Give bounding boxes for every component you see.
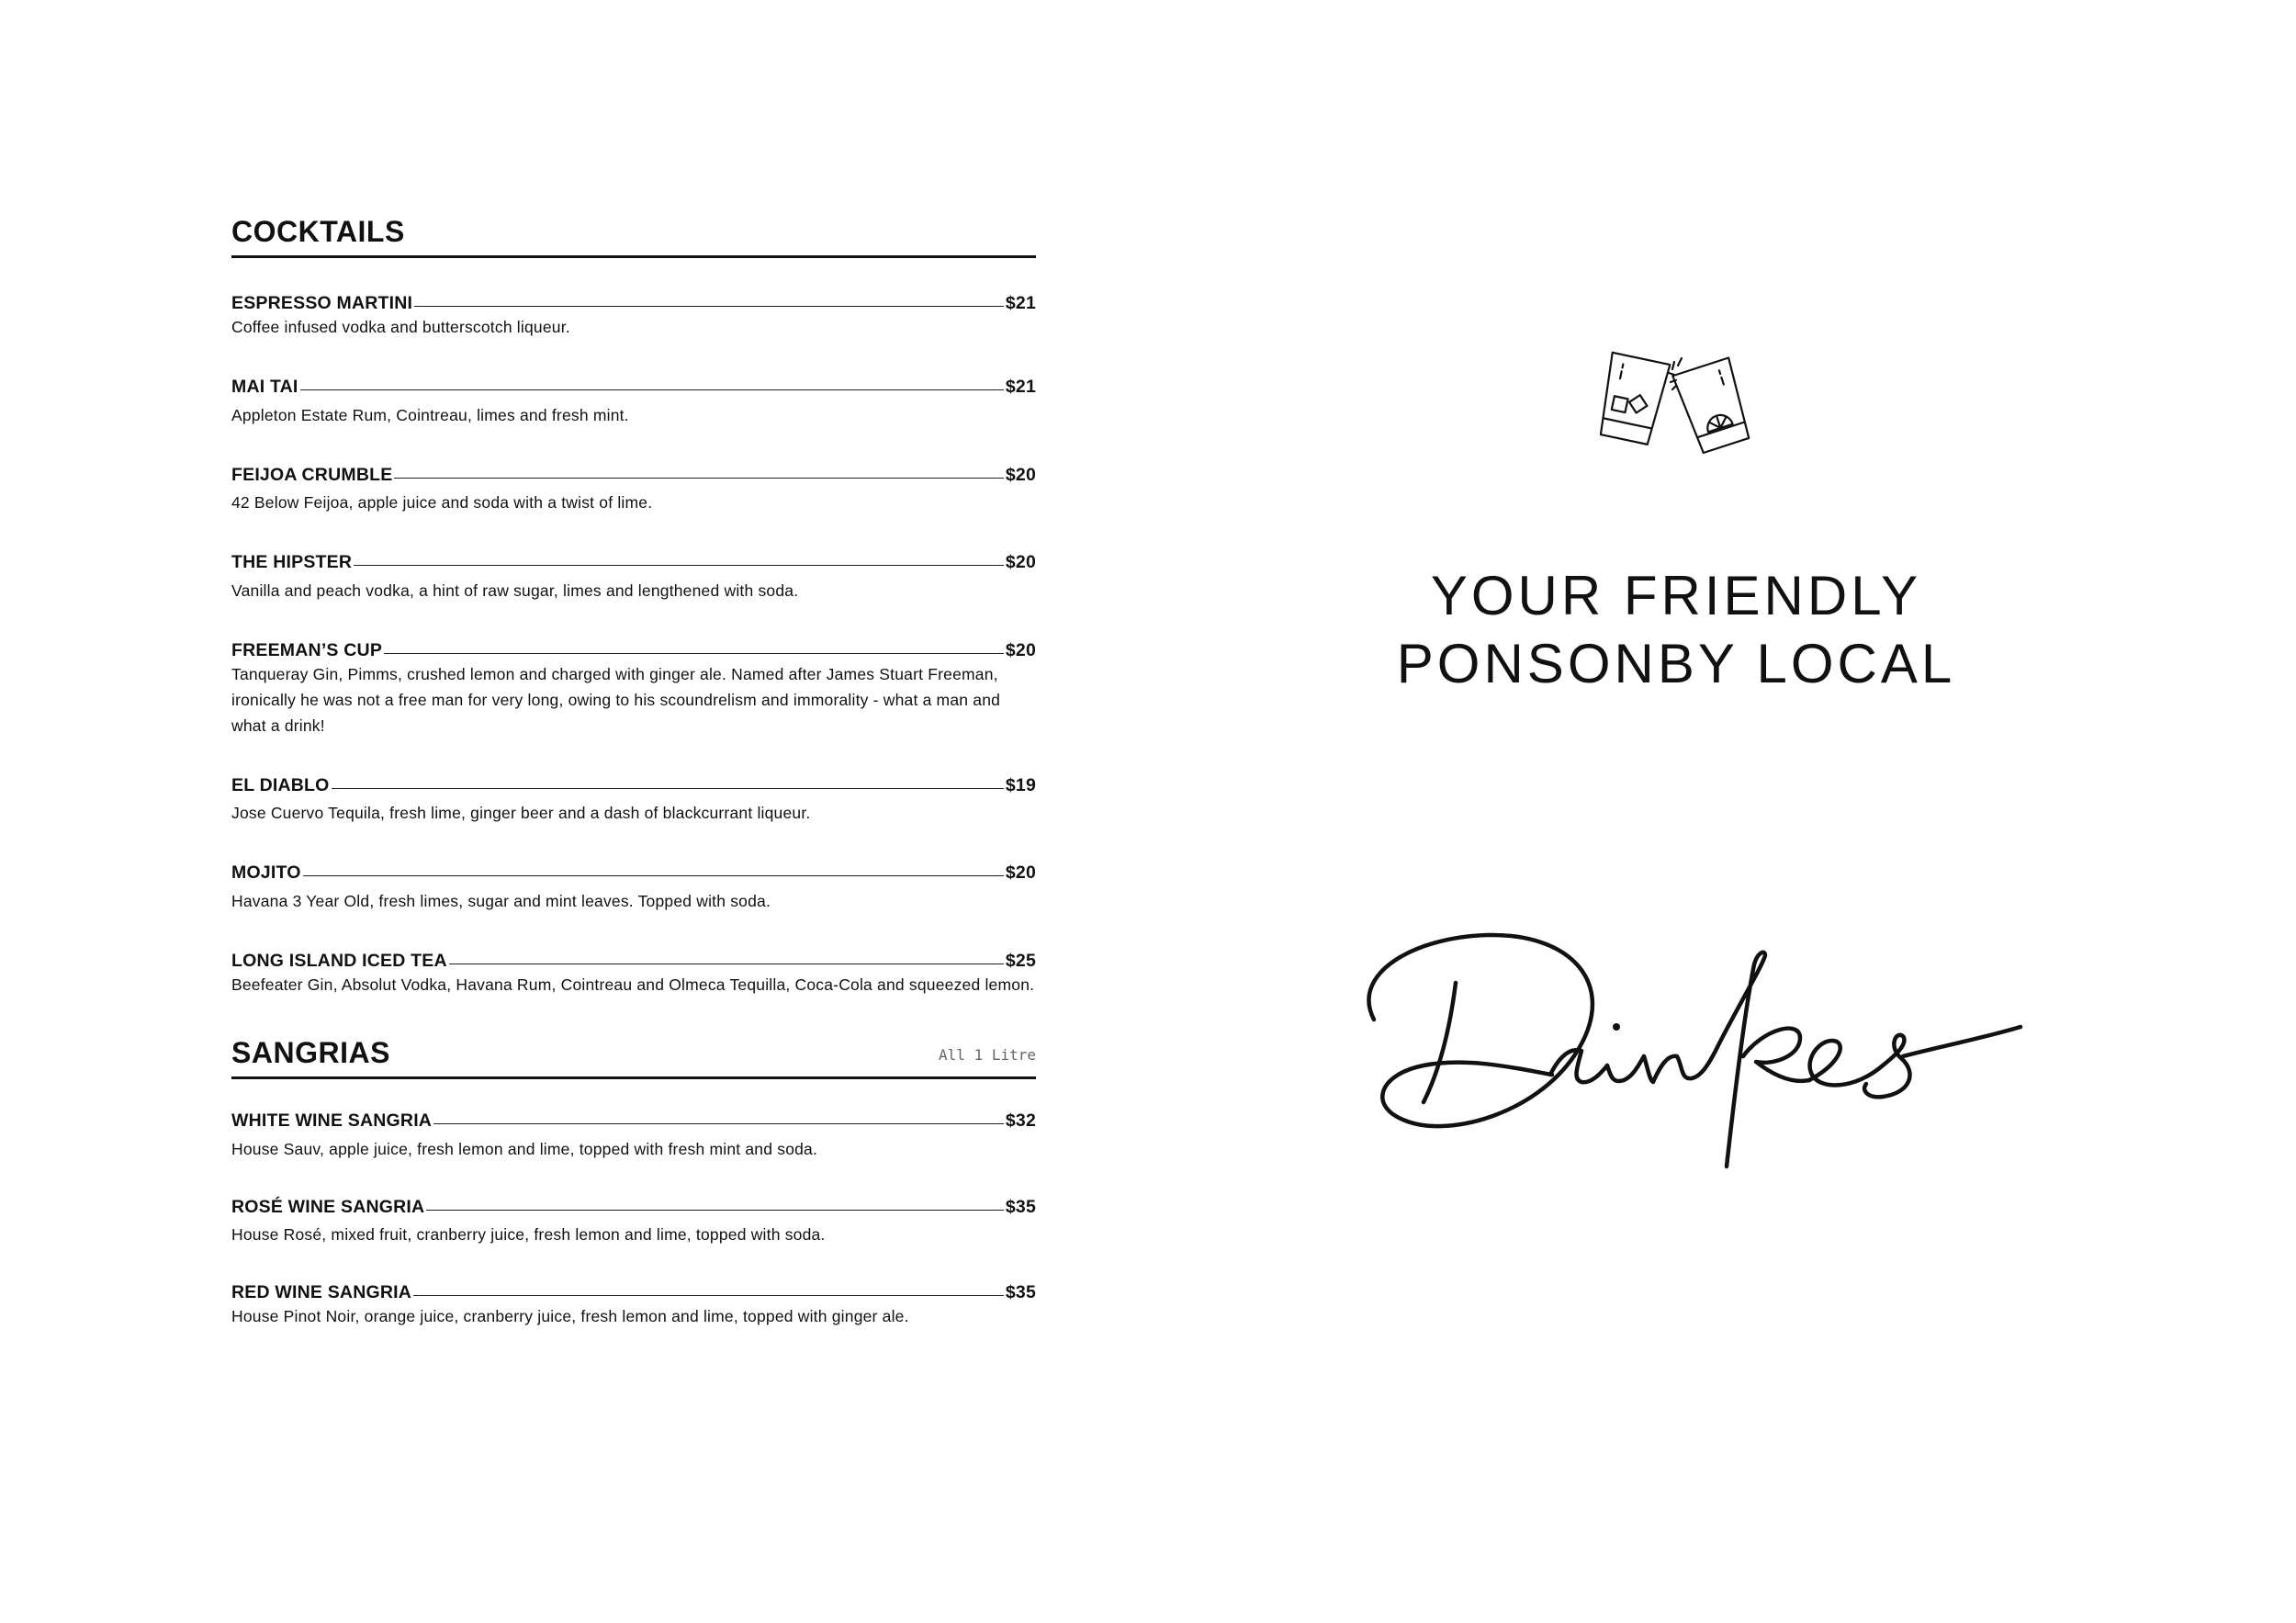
item-description: Coffee infused vodka and butterscotch liqueur. <box>231 318 570 337</box>
item-description: Havana 3 Year Old, fresh limes, sugar and mint leaves. Topped with soda. <box>231 891 771 910</box>
item-name: LONG ISLAND ICED TEA <box>231 950 447 971</box>
item-price: $20 <box>1005 552 1036 573</box>
dotted-leader <box>354 565 1004 566</box>
menu-item <box>231 377 1036 427</box>
menu-item <box>231 1282 1036 1329</box>
menu-item <box>231 1197 1036 1247</box>
cocktail-list <box>231 293 1036 997</box>
item-description: House Pinot Noir, orange juice, cranberry juice, fresh lemon and lime, topped with ginger ale. <box>231 1307 909 1326</box>
item-description: House Rosé, mixed fruit, cranberry juice, fresh lemon and lime, topped with soda. <box>231 1224 826 1244</box>
item-description: House Sauv, apple juice, fresh lemon and lime, topped with fresh mint and soda. <box>231 1139 818 1158</box>
menu-column <box>231 217 1036 1364</box>
item-name: ESPRESSO MARTINI <box>231 293 413 313</box>
item-price: $25 <box>1005 950 1036 971</box>
dotted-leader <box>394 478 1003 479</box>
menu-item <box>231 640 1036 738</box>
item-name: MOJITO <box>231 862 301 884</box>
dotted-leader <box>332 788 1004 789</box>
dotted-leader <box>414 306 1004 307</box>
item-name: FEIJOA CRUMBLE <box>231 464 393 485</box>
item-name: EL DIABLO <box>231 774 330 795</box>
drinks-script-title <box>1341 919 2039 1194</box>
menu-item <box>231 862 1036 913</box>
item-price: $20 <box>1005 464 1036 485</box>
item-description: Vanilla and peach vodka, a hint of raw sugar, limes and lengthened with soda. <box>231 580 799 600</box>
section-header <box>231 217 1036 258</box>
item-price: $21 <box>1005 377 1036 398</box>
item-description: Jose Cuervo Tequila, fresh lime, ginger beer and a dash of blackcurrant liqueur. <box>231 804 811 823</box>
item-name: FREEMAN’S CUP <box>231 639 383 660</box>
item-name: RED WINE SANGRIA <box>231 1281 412 1302</box>
dotted-leader <box>426 1210 1004 1211</box>
item-price: $20 <box>1005 639 1036 660</box>
menu-item <box>231 293 1036 340</box>
cocktails-section <box>231 217 1036 997</box>
tagline <box>1332 562 2020 698</box>
menu-item <box>231 552 1036 603</box>
item-price: $21 <box>1005 293 1036 313</box>
item-description: Tanqueray Gin, Pimms, crushed lemon and charged with ginger ale. Named after James Stuart Freeman, ironically he was not a free man for very long, owing to his scoundrelism and immorality - what a man and what a drink! <box>231 664 1001 735</box>
section-note: All 1 Litre <box>939 1046 1036 1065</box>
dotted-leader <box>413 1295 1004 1296</box>
tagline-line-2: PONSONBY LOCAL <box>1396 633 1956 694</box>
tagline-line-1: YOUR FRIENDLY <box>1430 565 1922 626</box>
menu-item <box>231 951 1036 997</box>
dotted-leader <box>303 875 1004 876</box>
item-description: 42 Below Feijoa, apple juice and soda with a twist of lime. <box>231 493 653 513</box>
sangrias-section <box>231 1038 1036 1329</box>
item-name: WHITE WINE SANGRIA <box>231 1110 433 1132</box>
item-price: $19 <box>1005 774 1036 795</box>
dotted-leader <box>384 653 1004 654</box>
item-price: $20 <box>1005 862 1036 884</box>
menu-item <box>231 1110 1036 1161</box>
item-name: ROSÉ WINE SANGRIA <box>231 1196 425 1217</box>
section-title-sangrias: SANGRIAS <box>231 1036 390 1070</box>
cheers-glasses-icon <box>1593 345 1759 459</box>
item-description: Appleton Estate Rum, Cointreau, limes and fresh mint. <box>231 405 629 424</box>
section-title-cocktails: COCKTAILS <box>231 215 405 248</box>
dotted-leader <box>433 1123 1004 1124</box>
section-header <box>231 1038 1036 1079</box>
item-price: $35 <box>1005 1281 1036 1302</box>
item-description: Beefeater Gin, Absolut Vodka, Havana Rum, Cointreau and Olmeca Tequilla, Coca-Cola and squeezed lemon. <box>231 975 1035 995</box>
sangria-list <box>231 1110 1036 1329</box>
dotted-leader <box>300 389 1004 390</box>
menu-item <box>231 465 1036 515</box>
menu-item <box>231 775 1036 826</box>
item-name: MAI TAI <box>231 377 298 398</box>
item-price: $32 <box>1005 1110 1036 1132</box>
item-name: THE HIPSTER <box>231 552 353 573</box>
item-price: $35 <box>1005 1196 1036 1217</box>
